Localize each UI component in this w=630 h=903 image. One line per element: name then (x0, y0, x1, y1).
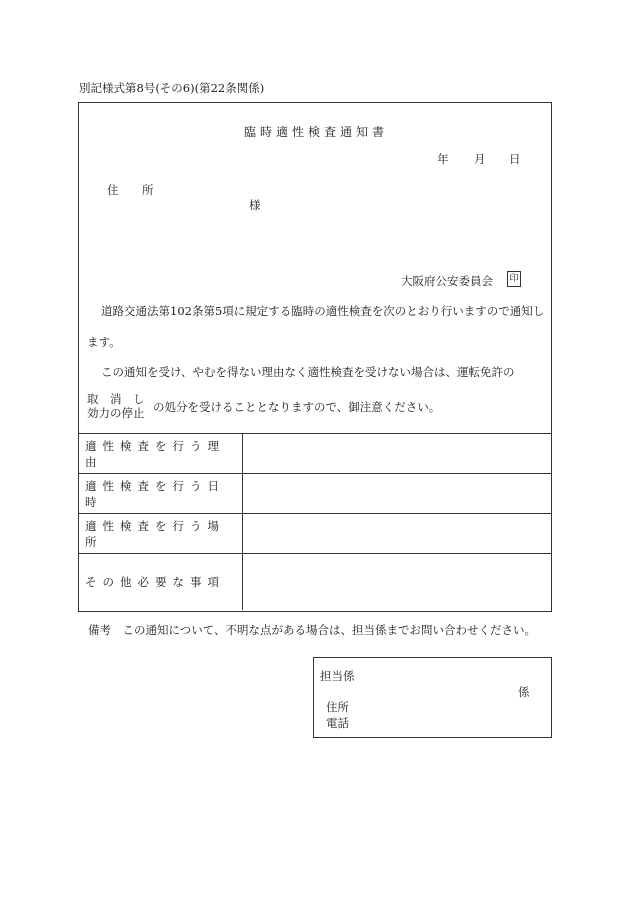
recipient-honorific: 様 (249, 198, 261, 212)
paragraph-1-line-1: 道路交通法第102条第5項に規定する臨時の適性検査を次のとおり行いますので通知し (101, 304, 545, 318)
details-table (79, 433, 551, 610)
seal-text: 印 (509, 274, 519, 284)
row-label-datetime: 適性検査を行う日時 (85, 478, 225, 509)
row-label-other: その他必要な事項 (85, 575, 225, 589)
date-day: 日 (509, 152, 521, 166)
form-number-label: 別記様式第8号(その6)(第22条関係) (79, 81, 265, 95)
penalty-option-suspension: 効力の停止 (87, 406, 145, 420)
contact-box (313, 657, 552, 738)
seal-mark (507, 271, 521, 287)
penalty-options (87, 392, 145, 420)
contact-phone-label: 電話 (326, 716, 349, 730)
date-month: 月 (474, 152, 486, 166)
document-title: 臨時適性検査通知書 (243, 125, 388, 139)
paragraph-2-line-1: この通知を受け、やむを得ない理由なく適性検査を受けない場合は、運転免許の (101, 365, 515, 379)
table-row (79, 513, 551, 553)
table-row (79, 553, 551, 610)
contact-address-label: 住所 (326, 700, 349, 714)
paragraph-1-line-2: ます。 (87, 335, 121, 349)
contact-section-suffix: 係 (518, 685, 530, 699)
remarks-note: 備考 この通知について、不明な点がある場合は、担当係までお問い合わせください。 (88, 623, 537, 637)
row-label-reason: 適性検査を行う理由 (85, 438, 225, 469)
row-label-place: 適性検査を行う場所 (85, 518, 225, 549)
paragraph-2-line-2: の処分を受けることとなりますので、御注意ください。 (153, 400, 441, 414)
table-row (79, 433, 551, 473)
notice-frame (78, 102, 552, 612)
column-divider (242, 474, 243, 513)
penalty-option-revocation: 取 消 し (87, 392, 145, 406)
column-divider (242, 514, 243, 553)
date-year: 年 (437, 152, 449, 166)
contact-label: 担当係 (320, 669, 355, 683)
recipient-address-label: 住 所 (107, 183, 160, 197)
column-divider (242, 554, 243, 610)
issuer-name: 大阪府公安委員会 (401, 274, 493, 288)
table-row (79, 473, 551, 513)
column-divider (242, 434, 243, 473)
